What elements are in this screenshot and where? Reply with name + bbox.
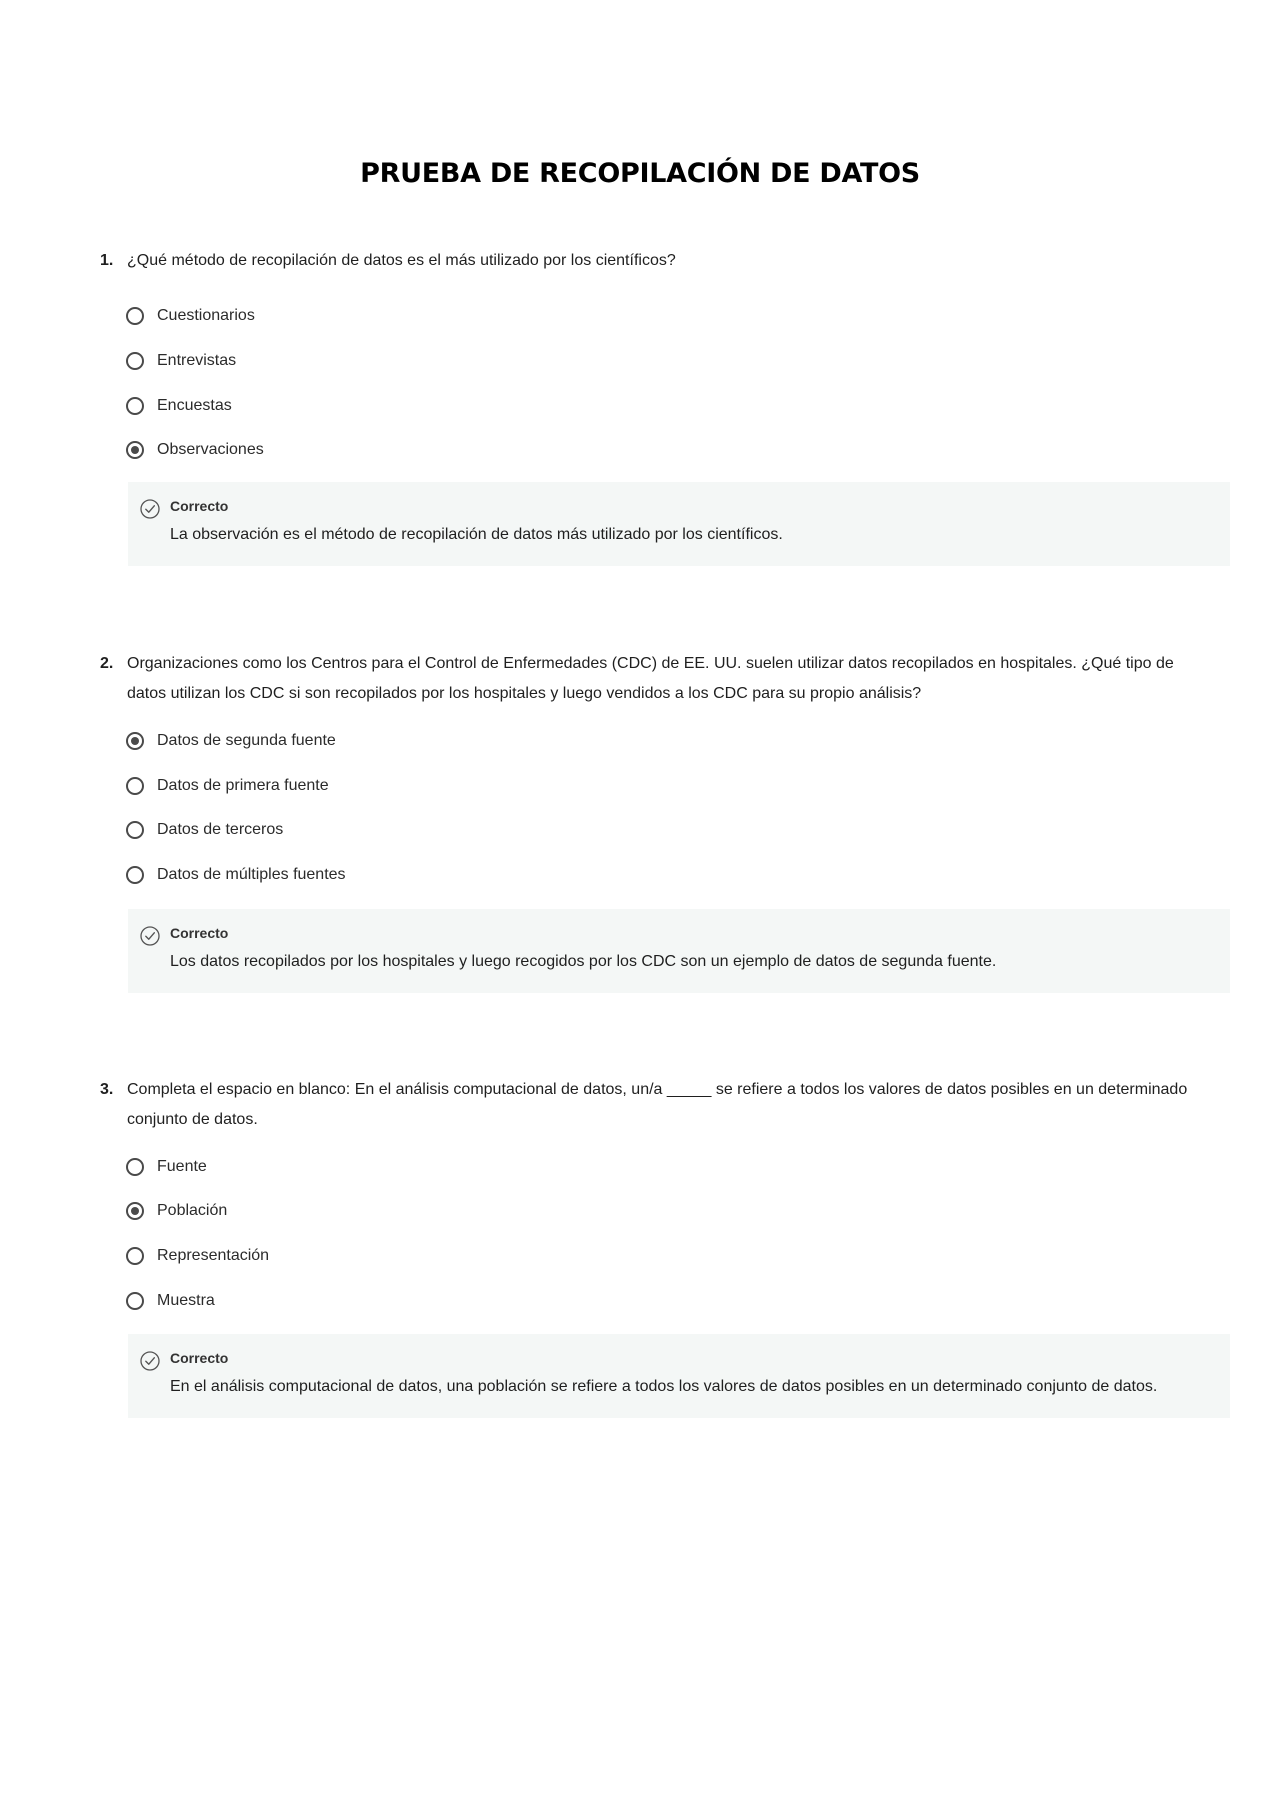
radio-button[interactable] [126, 1247, 144, 1265]
option-label: Cuestionarios [157, 307, 255, 324]
option-label: Datos de terceros [157, 821, 284, 838]
radio-button[interactable] [126, 777, 144, 795]
radio-button[interactable] [126, 307, 144, 325]
option-entrevistas[interactable] [126, 348, 236, 374]
question-header [100, 1075, 1210, 1135]
option-datos-segunda-fuente[interactable] [126, 728, 336, 754]
question-number: 3. [100, 1081, 114, 1098]
option-observaciones[interactable] [126, 437, 264, 463]
option-label: Observaciones [157, 441, 264, 458]
check-circle-icon [140, 499, 160, 519]
option-encuestas[interactable] [126, 393, 232, 419]
radio-button-selected[interactable] [126, 1202, 144, 1220]
option-representacion[interactable] [126, 1243, 269, 1269]
page-title: PRUEBA DE RECOPILACIÓN DE DATOS [360, 158, 920, 189]
radio-button-selected[interactable] [126, 441, 144, 459]
radio-button-selected[interactable] [126, 732, 144, 750]
option-cuestionarios[interactable] [126, 303, 255, 329]
question-text: Completa el espacio en blanco: En el análisis computacional de datos, un/a _____ se refiere a todos los valores de datos posibles en un determinado conjunto de datos. [127, 1081, 1188, 1128]
feedback-box [128, 482, 1230, 566]
feedback-title: Correcto [170, 1350, 229, 1366]
question-header [100, 246, 1210, 276]
option-label: Fuente [157, 1158, 207, 1175]
option-muestra[interactable] [126, 1288, 215, 1314]
option-poblacion[interactable] [126, 1198, 227, 1224]
option-datos-terceros[interactable] [126, 817, 283, 843]
question-text: ¿Qué método de recopilación de datos es el más utilizado por los científicos? [127, 252, 676, 269]
option-fuente[interactable] [126, 1154, 207, 1180]
feedback-text: La observación es el método de recopilación de datos más utilizado por los científicos. [170, 526, 783, 543]
feedback-title: Correcto [170, 925, 229, 941]
option-label: Datos de segunda fuente [157, 732, 336, 749]
feedback-text: Los datos recopilados por los hospitales y luego recogidos por los CDC son un ejemplo de datos de segunda fuente. [170, 953, 997, 970]
option-label: Encuestas [157, 397, 232, 414]
option-datos-primera-fuente[interactable] [126, 773, 329, 799]
radio-button[interactable] [126, 866, 144, 884]
check-circle-icon [140, 1351, 160, 1371]
option-label: Población [157, 1202, 228, 1219]
option-label: Datos de múltiples fuentes [157, 866, 346, 883]
radio-button[interactable] [126, 397, 144, 415]
feedback-box [128, 1334, 1230, 1418]
radio-button[interactable] [126, 352, 144, 370]
radio-button[interactable] [126, 1292, 144, 1310]
option-datos-multiples-fuentes[interactable] [126, 862, 346, 888]
feedback-title: Correcto [170, 498, 229, 514]
option-label: Entrevistas [157, 352, 237, 369]
option-label: Muestra [157, 1292, 215, 1309]
radio-button[interactable] [126, 1158, 144, 1176]
check-circle-icon [140, 926, 160, 946]
option-label: Representación [157, 1247, 270, 1264]
question-number: 1. [100, 252, 114, 269]
radio-button[interactable] [126, 821, 144, 839]
feedback-box [128, 909, 1230, 993]
question-number: 2. [100, 655, 114, 672]
feedback-text: En el análisis computacional de datos, una población se refiere a todos los valores de datos posibles en un determinado conjunto de datos. [170, 1378, 1158, 1395]
question-header [100, 649, 1210, 709]
option-label: Datos de primera fuente [157, 777, 329, 794]
question-text: Organizaciones como los Centros para el Control de Enfermedades (CDC) de EE. UU. suelen utilizar datos recopilados en hospitales. ¿Qué tipo de datos utilizan los CDC si son recopilados por los hospitales y luego vendidos a los CDC para su propio análisis? [127, 655, 1174, 702]
